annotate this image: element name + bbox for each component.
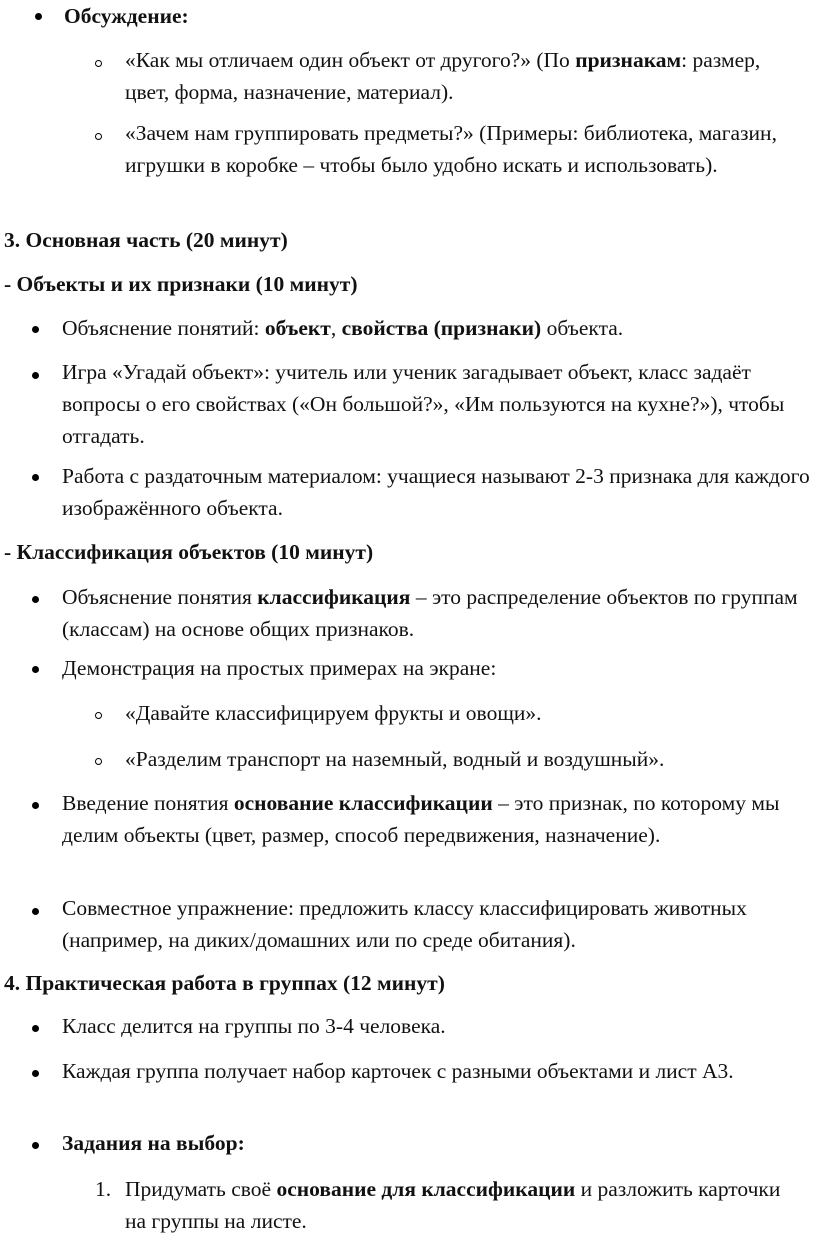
bullet-icon: [32, 1142, 39, 1149]
circle-bullet-icon: [95, 758, 102, 765]
objects-item-3: Работа с раздаточным материалом: учащиеся называют 2-3 признака для каждого изображённого объекта.: [62, 464, 810, 520]
task-1-text: Придумать своё основание для классификации и разложить карточки на группы на листе.: [125, 1177, 781, 1233]
classification-item-1: Объяснение понятия классификация – это распределение объектов по группам (классам) на основе общих признаков.: [62, 585, 798, 641]
discussion-question-2: «Зачем нам группировать предметы?» (Примеры: библиотека, магазин, игрушки в коробке – чтобы было удобно искать и использовать).: [125, 121, 777, 177]
task-number: 1.: [95, 1177, 112, 1201]
classification-item-2: Демонстрация на простых примерах на экране:: [62, 656, 497, 680]
discussion-heading: Обсуждение:: [64, 4, 189, 28]
classification-example-1: «Давайте классифицируем фрукты и овощи».: [125, 701, 542, 725]
bullet-icon: [35, 13, 42, 20]
practice-item-1: Класс делится на группы по 3-4 человека.: [62, 1014, 446, 1038]
bullet-icon: [32, 326, 39, 333]
classification-item-3: Введение понятия основание классификации – это признак, по которому мы делим объекты (цвет, размер, способ передвижения, назначение).: [62, 791, 780, 847]
discussion-question-1: «Как мы отличаем один объект от другого?» (По признакам: размер, цвет, форма, назначение, материал).: [125, 48, 761, 104]
practice-tasks-heading: Задания на выбор:: [62, 1131, 245, 1155]
classification-example-2: «Разделим транспорт на наземный, водный и воздушный».: [125, 747, 665, 771]
bullet-icon: [32, 596, 39, 603]
bullet-icon: [32, 1025, 39, 1032]
circle-bullet-icon: [95, 133, 102, 140]
circle-bullet-icon: [95, 60, 102, 67]
objects-item-1: Объяснение понятий: объект, свойства (признаки) объекта.: [62, 316, 624, 340]
bullet-icon: [32, 666, 39, 673]
bullet-icon: [32, 802, 39, 809]
section-4-heading: 4. Практическая работа в группах (12 минут): [4, 971, 445, 995]
classification-item-4: Совместное упражнение: предложить классу классифицировать животных (например, на диких/домашних или по среде обитания).: [62, 896, 747, 952]
bullet-icon: [32, 372, 39, 379]
subsection-classification-heading: - Классификация объектов (10 минут): [4, 540, 374, 564]
bullet-icon: [32, 1070, 39, 1077]
bullet-icon: [32, 908, 39, 915]
objects-item-2: Игра «Угадай объект»: учитель или ученик загадывает объект, класс задаёт вопросы о его свойствах («Он большой?», «Им пользуются на кухне?»), чтобы отгадать.: [62, 360, 785, 448]
section-3-heading: 3. Основная часть (20 минут): [4, 228, 288, 252]
bullet-icon: [32, 474, 39, 481]
circle-bullet-icon: [95, 712, 102, 719]
subsection-objects-heading: - Объекты и их признаки (10 минут): [4, 272, 358, 296]
practice-item-2: Каждая группа получает набор карточек с разными объектами и лист А3.: [62, 1059, 734, 1083]
